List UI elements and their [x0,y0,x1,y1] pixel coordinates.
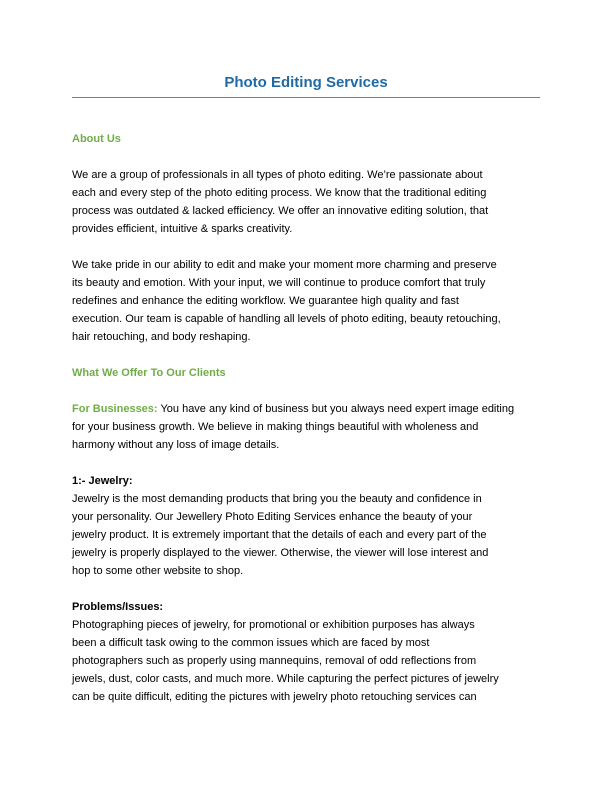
text-line: process was outdated & lacked efficiency. We offer an innovative editing solution, that [72,205,489,217]
about-paragraph-2 [72,256,552,346]
business-line-text: You have any kind of business but you always need expert image editing [157,403,515,415]
jewelry-heading: 1:- Jewelry: [72,475,133,487]
text-line: provides efficient, intuitive & sparks creativity. [72,223,293,235]
problems-heading: Problems/Issues: [72,601,164,613]
offer-heading: What We Offer To Our Clients [72,367,226,379]
document-title: Photo Editing Services [224,74,388,91]
business-line: harmony without any loss of image details. [72,439,280,451]
business-line [72,400,552,418]
text-line: its beauty and emotion. With your input, we will continue to produce comfort that truly [72,277,486,289]
business-line: for your business growth. We believe in making things beautiful with wholeness and [72,421,479,433]
text-line: jewelry product. It is extremely important that the details of each and every part of the [72,529,487,541]
about-heading: About Us [72,133,121,145]
title-divider [72,97,540,98]
text-line: Photographing pieces of jewelry, for promotional or exhibition purposes has always [72,619,475,631]
about-paragraph-1 [72,166,552,238]
text-line: execution. Our team is capable of handling all levels of photo editing, beauty retouching, [72,313,501,325]
text-line: hop to some other website to shop. [72,565,244,577]
text-line: We are a group of professionals in all types of photo editing. We’re passionate about [72,169,483,181]
text-line: We take pride in our ability to edit and make your moment more charming and preserve [72,259,497,271]
problems-paragraph [72,616,552,706]
text-line: redefines and enhance the editing workflow. We guarantee high quality and fast [72,295,459,307]
business-paragraph [72,400,552,454]
text-line: jewelry is properly displayed to the viewer. Otherwise, the viewer will lose interest and [72,547,489,559]
text-line: can be quite difficult, editing the pictures with jewelry photo retouching services can [72,691,477,703]
text-line: Jewelry is the most demanding products that bring you the beauty and confidence in [72,493,482,505]
text-line: been a difficult task owing to the common issues which are faced by most [72,637,430,649]
text-line: jewels, dust, color casts, and much more. While capturing the perfect pictures of jewelry [72,673,499,685]
text-line: each and every step of the photo editing process. We know that the traditional editing [72,187,487,199]
jewelry-paragraph [72,490,552,580]
text-line: photographers such as properly using mannequins, removal of odd reflections from [72,655,477,667]
business-label: For Businesses: [72,403,158,415]
text-line: hair retouching, and body reshaping. [72,331,251,343]
text-line: your personality. Our Jewellery Photo Editing Services enhance the beauty of your [72,511,473,523]
